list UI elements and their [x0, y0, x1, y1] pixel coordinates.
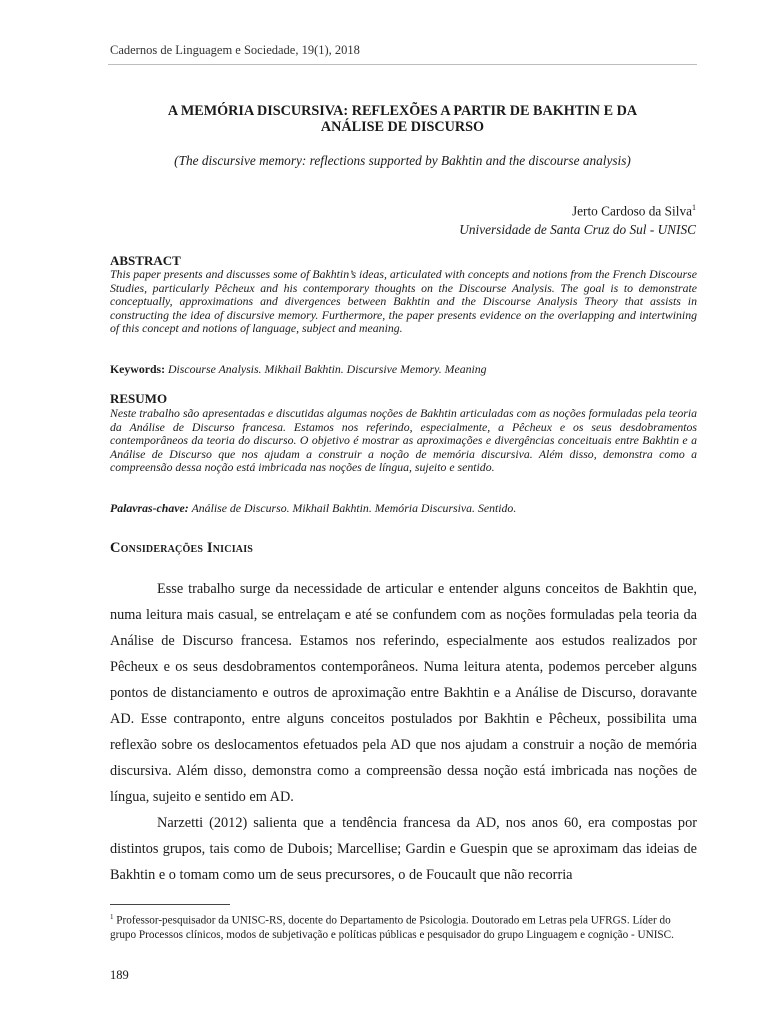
abstract-keywords-label: Keywords:: [110, 362, 166, 376]
resumo-heading: RESUMO: [110, 391, 168, 406]
article-title-line-2: ANÁLISE DE DISCURSO: [320, 119, 485, 135]
footnote-mark: 1: [110, 913, 114, 921]
article-title-line-1: A MEMÓRIA DISCURSIVA: REFLEXÕES A PARTIR DE BAKHTIN E DA: [167, 103, 638, 119]
paragraph: Narzetti (2012) salienta que a tendência francesa da AD, nos anos 60, era compostas por distintos grupos, tais como de Dubois; Marcellise; Gardin e Guespin que se aproximam das ideias de Bakhtin e o tomam como um de seus precursores, o de Foucault que não recorria: [110, 815, 697, 883]
resumo-text: Neste trabalho são apresentadas e discutidas algumas noções de Bakhtin articuladas com as noções formuladas pela teoria da Análise de Discurso francesa. Estamos nos referindo, especialmente, a Pêcheux e os seus desdobramentos contemporâneos da teoria do discurso. O objetivo é mostrar as aproximações e divergências conceituais entre Bakhtin e a Análise de Discurso que nos ajudam a construir a noção de memória discursiva. Além disso, demonstra como a compreensão dessa noção está imbricada nas noções de língua, sujeito e sentido.: [110, 406, 697, 475]
author-affiliation: Universidade de Santa Cruz do Sul - UNISC: [459, 222, 696, 237]
page-number: 189: [110, 968, 129, 982]
article-title: [108, 103, 697, 135]
author-footnote-mark: 1: [692, 203, 696, 212]
footnote-text: Professor-pesquisador da UNISC-RS, docente do Departamento de Psicologia. Doutorado em Letras pela UFRGS. Líder do grupo Processos clínicos, modos de subjetivação e políticas públicas e pesquisador do grupo Linguagem e cognição - UNISC.: [110, 914, 674, 941]
running-header: Cadernos de Linguagem e Sociedade, 19(1), 2018: [110, 43, 360, 57]
paragraph: Esse trabalho surge da necessidade de articular e entender alguns conceitos de Bakhtin que, numa leitura mais casual, se entrelaçam e até se confundem com as noções formuladas pela teoria da Análise de Discurso francesa. Estamos nos referindo, especialmente aos estudos realizados por Pêcheux e os seus desdobramentos contemporâneos. Numa leitura atenta, podemos perceber alguns pontos de distanciamento e outros de aproximação entre Bakhtin e a Análise de Discurso, doravante AD. Esse contraponto, entre alguns conceitos postulados por Bakhtin e Pêcheux, possibilita uma reflexão sobre os deslocamentos efetuados pela AD que nos ajudam a construir a noção de memória discursiva. Além disso, demonstra como a compreensão dessa noção está imbricada nas noções de língua, sujeito e sentido em AD.: [110, 581, 697, 805]
author-name-text: Jerto Cardoso da Silva: [571, 203, 692, 219]
section-heading: Considerações Iniciais: [110, 540, 254, 556]
footnote: [110, 910, 697, 942]
footnote-divider: [110, 904, 230, 905]
abstract-text: This paper presents and discusses some of Bakhtin’s ideas, articulated with concepts and notions from the French Discourse Studies, particularly Pêcheux and his contemporary thoughts on the Discourse Analysis. The goal is to demonstrate conceptually, approximations and divergences between Bakhtin and the Discourse Analysis Theory that assists in constructing the idea of discursive memory. Furthermore, the paper presents evidence on the overlapping and intertwining of this concept and notions of language, subject and meaning.: [110, 267, 697, 336]
abstract-keywords-text: Discourse Analysis. Mikhail Bakhtin. Discursive Memory. Meaning: [168, 362, 487, 376]
article-subtitle: (The discursive memory: reflections supported by Bakhtin and the discourse analysis): [174, 153, 631, 168]
body-text: [110, 576, 697, 888]
resumo-keywords-label: Palavras-chave:: [110, 501, 189, 515]
resumo-keywords: [110, 502, 697, 516]
author-name: [572, 203, 696, 219]
abstract-heading: ABSTRACT: [110, 253, 181, 268]
header-divider: [108, 64, 697, 65]
resumo-keywords-text: Análise de Discurso. Mikhail Bakhtin. Memória Discursiva. Sentido.: [191, 501, 517, 515]
abstract-keywords: [110, 363, 697, 377]
